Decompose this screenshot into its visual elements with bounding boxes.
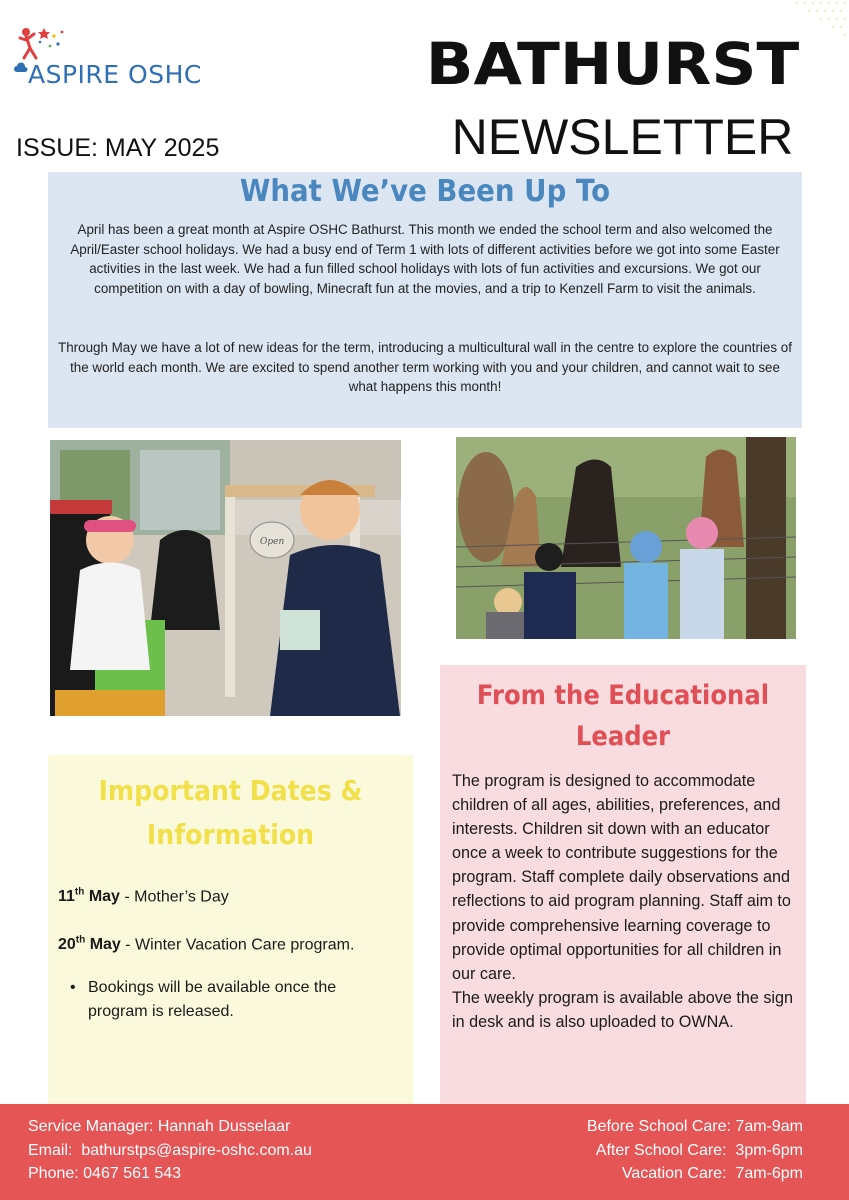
what-weve-been-up-to-section	[48, 172, 802, 428]
service-manager: Service Manager: Hannah Dusselaar	[28, 1118, 291, 1135]
body-text-2: The weekly program is available above the sign in desk and is also uploaded to OWNA.	[452, 988, 794, 1031]
important-dates-heading	[66, 769, 395, 857]
issue-date: ISSUE: MAY 2025	[16, 134, 220, 162]
care-hours	[587, 1115, 803, 1186]
section-heading: What We’ve Been Up To	[239, 174, 611, 209]
contact-footer	[0, 1104, 849, 1200]
heading-line-2: Leader	[575, 721, 671, 752]
newsletter-title: BATHURST	[425, 30, 800, 98]
open-sign-text: Open	[260, 537, 285, 547]
date-item-vacation-care: 20th May - Winter Vacation Care program.	[58, 935, 355, 954]
bookings-bullet: • Bookings will be available once the program is released.	[70, 976, 390, 1024]
heading-line-1: Important Dates &	[98, 774, 363, 807]
photo-children-feeding-alpacas	[456, 437, 796, 639]
educational-leader-body	[452, 769, 802, 1034]
phone-contact[interactable]: Phone: 0467 561 543	[28, 1165, 182, 1182]
section-paragraph-2: Through May we have a lot of new ideas for the term, introducing a multicultural wall in the centre to explore the countries of the world each month. We are excited to spend another term working with you and your children, and cannot wait to see what happens this month!	[58, 340, 792, 395]
newsletter-subtitle: NEWSLETTER	[451, 109, 794, 165]
aspire-oshc-logo	[12, 22, 212, 94]
cloud-icon	[14, 62, 28, 74]
photo-children-playing-shop	[50, 440, 401, 716]
educational-leader-heading	[458, 675, 787, 757]
heading-line-1: From the Educational	[476, 680, 770, 711]
important-dates-section	[48, 755, 413, 1120]
body-text: The program is designed to accommodate children of all ages, abilities, preferences, and interests. Children sit down with an educator once a week to contribute suggestions for the program. Staff complete daily observations and reflections to aid program planning. Staff aim to provide comprehensive learning coverage to provide optimal opportunities for all children in our care.	[452, 772, 791, 983]
section-paragraph-1: April has been a great month at Aspire OSHC Bathurst. This month we ended the school term and also welcomed the April/Easter school holidays. We had a busy end of Term 1 with lots of different activities before we got into some Easter activities in the last week. We had a fun filled school holidays with lots of fun activities and excursions. We got our competition on with a day of bowling, Minecraft fun at the movies, and a trip to Kenzell Farm to visit the animals.	[70, 222, 780, 297]
educational-leader-section	[440, 665, 806, 1105]
logo-text: ASPIRE OSHC	[28, 60, 202, 89]
contact-details	[28, 1115, 312, 1186]
after-school-hours: After School Care: 3pm-6pm	[595, 1141, 803, 1159]
heading-line-2: Information	[146, 818, 315, 851]
date-item-mothers-day: 11th May - Mother’s Day	[58, 887, 229, 906]
before-school-hours: Before School Care: 7am-9am	[586, 1118, 803, 1135]
email-contact[interactable]: Email: bathurstps@aspire-oshc.com.au	[28, 1141, 312, 1159]
vacation-care-hours: Vacation Care: 7am-6pm	[621, 1165, 803, 1182]
